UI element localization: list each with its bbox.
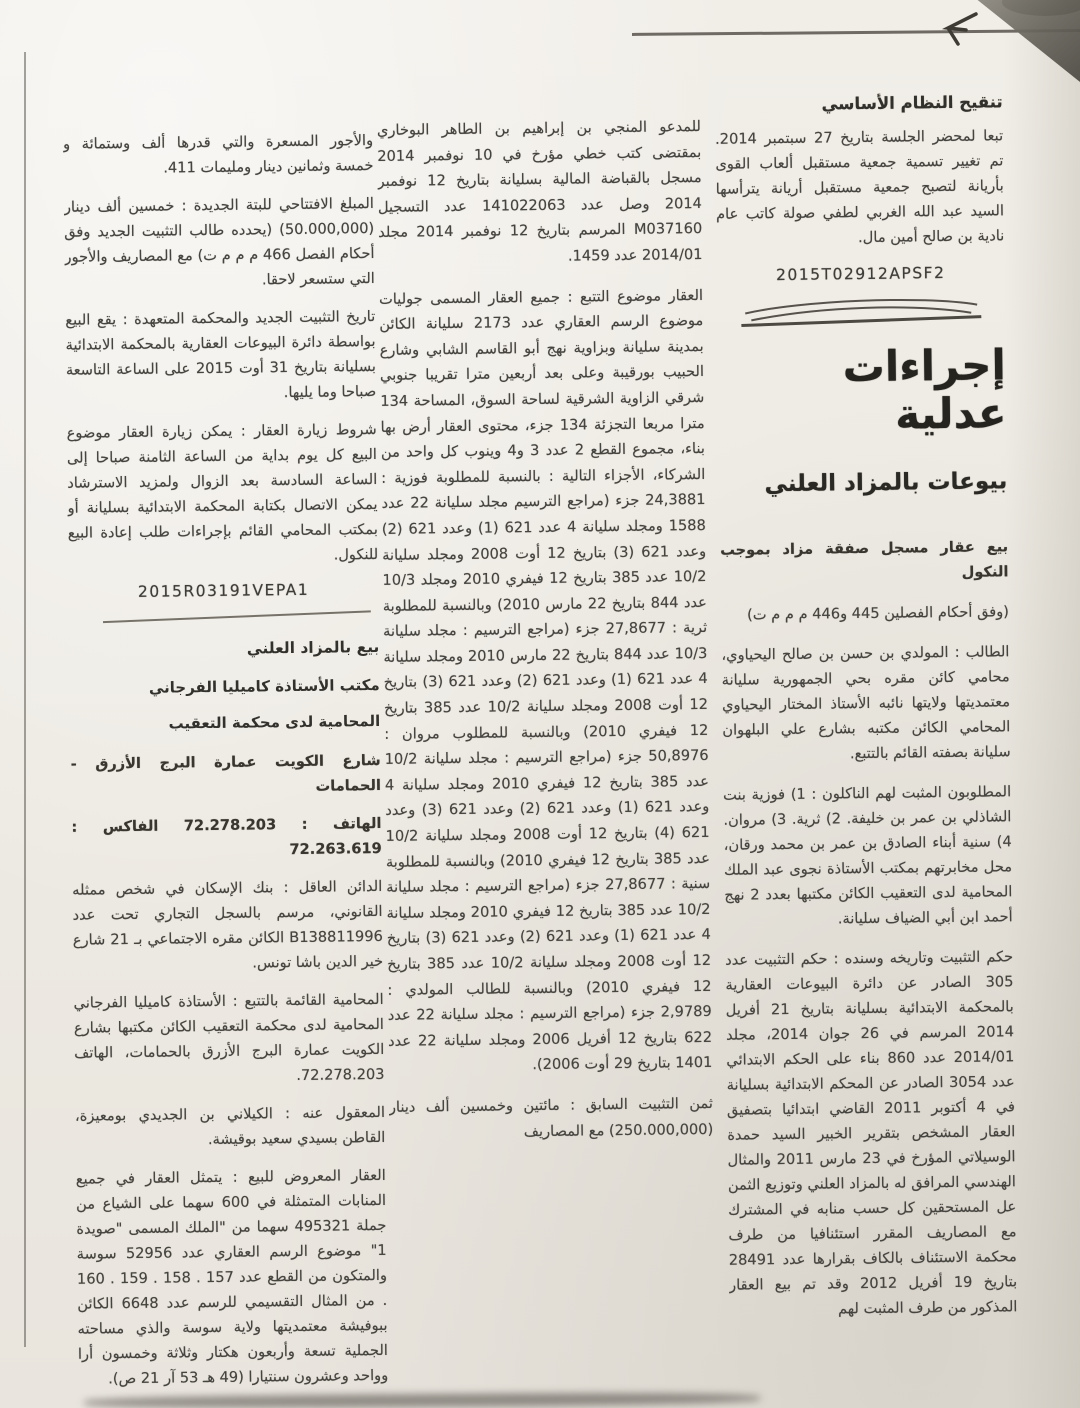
paragraph-judgment: حكم التثبيت وتاريخه وسنده : حكم التثبيت عدد 305 الصادر عن دائرة البيوعات العقارية بالمحكمة الابتدائية بسليانة بتاريخ 21 أفريل 2014 المرسم في 26 جوان 2014، مجلد 2014/01 عدد 860 بناء على الحكم الابتدائي عدد 3054 الصادر عن المحكم الابتدائية بسليانة في 4 أكتوبر 2011 القاضي ابتدائيا بتصفيق العقار المشخص بتقرير الخبير السيد حمدة الوسيلاتي المؤرخ في 23 مارس 2011 والمثال الهندسي المرافق له بالمزاد العلني وتوزيع الثمن عل المستحقين كل حسب منابه في المشترك مع المصاريف المقرر استئنافيا من طرف محكمة الاستئناف بالكاف بقرارها عدد 28491 بتاريخ 19 أفريل 2012 وقد تم بيع العقار المذكور من طرف المثبت لهم [725, 947, 1018, 1317]
column-section-divider [103, 610, 371, 623]
paragraph-previous-price: ثمن التثبيت السابق : مائتين وخمسين ألف دينار (250.000,000) مع المصاريف [388, 1094, 714, 1140]
column-right [715, 92, 1019, 1395]
paragraph-property-description: العقار موضوع التتبع : جميع العقار المسمى جوليات موضوع الرسم العقاري عدد 2173 سليانة الكائن بمدينة سليانة وبزاوية نهج أبو القاسم الشابي وشارع الحبيب بورقيبة وعلى بعد أربعين مترا تقريبا جنوبي شرقي الزاوية الشرقية لساحة السوق، المساحة 134 مترا مربعا التجزئة 134 جزء، محتوى العقار أرض بها بناء، مجموع القطع 2 عدد 3 و4 وينوب كل واحد من الشركاء، الأجزاء التالية : بالنسبة للمطلوبة فوزية : 24,3881 جزء (مراجع الترسيم مجلد سليانة 22 عدد 1588 ومجلد سليانة 4 عدد 621 (1) وعدد 621 (2) وعدد 621 (3) بتاريخ 12 أوت 2008 ومجلد سليانة 10/2 عدد 385 بتاريخ 12 فيفري 2010 ومجلد 10/3 عدد 844 بتاريخ 22 مارس 2010) وبالنسبة للمطلوبة ثرية : 27,8677 جزء (مراجع الترسيم : مجلد سليانة 10/3 عدد 844 بتاريخ 22 مارس 2010 ومجلد سليانة 4 عدد 621 (1) وعدد 621 (2) وعدد 621 (3) بتاريخ 12 أوت 2008 ومجلد سليانة 10/2 عدد 385 بتاريخ 12 فيفري 2010) وبالنسبة للمطلوب مروان : 50,8976 جزء (مراجع الترسيم : مجلد سليانة 10/2 عدد 385 بتاريخ 12 فيفري 2010 ومجلد سليانة 4 وعدد 621 (1) وعدد 621 (2) وعدد 621 (3) وعدد 621 (4) بتاريخ 12 أوت 2008 ومجلد سليانة 10/2 عدد 385 بتاريخ 12 فيفري 2010) وبالنسبة للمطلوبة سنية : 27,8677 جزء (مراجع الترسيم : مجلد سليانة 10/2 عدد 385 بتاريخ 12 فيفري 2010 ومجلد سليانة 4 عدد 621 (1) وعدد 621 (2) وعدد 621 (3) بتاريخ 12 أوت 2008 ومجلد سليانة 10/2 عدد 385 بتاريخ 12 فيفري 2010) وبالنسبة للطالب المولدي : 2,9789 جزء (مراجع الترسيم : مجلد سليانة 22 عدد 622 بتاريخ 12 أفريل 2006 ومجلد سليانة 22 عدد 1401 بتاريخ 29 أوت 2006). [378, 286, 713, 1074]
notice-ref-code: 2015R03191VEPA1 [137, 580, 310, 601]
paragraph-creditor: الدائن العاقل : بنك الإسكان في شخص ممثله القانوني، مرسم بالسجل التجاري تحت عدد B138811996 الكائن مقره الاجتماعي بـ 21 شارع خير الدين باشا تونس. [72, 877, 384, 972]
paragraph-property-offered: العقار المعروض للبيع : يتمثل العقار في جميع المنابات المتمثلة في 600 سهما على الشياع من جملة 495321 سهما من "الملك المسمى "صويدة 1" موضوع الرسم العقاري عدد 52956 سوسة والمتكون من القطع عدد 157 . 158 . 159 . 160 . من المثال التقسيمي للرسم عدد 6648 الكائن ببوفيشة معتمديتها ولاية سوسة والذي مساحته الجملية تسعة وأربعون هكتار وثلاثة وخمسون أرا وواحد وعشرون سنتيارا (49 هـ 53 آر 21 ص). [75, 1166, 389, 1388]
notice-title: بيع عقار مسجل صفقة مزاد بموجب النكول [720, 537, 1009, 581]
second-notice-office-line2: المحامية لدى محكمة التعقيب [168, 711, 381, 733]
paragraph-fees: والأجور المسعرة والتي قدرها ألف وستمائة و خمسة وثمانين دينار ومليمات 411. [63, 131, 374, 177]
prev-notice-title: تنقيح النظام الأساسي [821, 92, 1003, 114]
column-left [63, 128, 389, 1407]
second-notice-address: شارع الكويت عمارة البرج الأزرق - الحمامات [70, 751, 382, 795]
second-notice-phones: الهاتف : 72.278.203 الفاكس : 72.263.619 [71, 814, 382, 859]
column-middle [377, 114, 717, 1403]
paragraph-debtor: المعقول عنه : الكيلاني بن الجديدي بومعيزة، القاطن بسيدي سعيد بوقيشة. [74, 1103, 386, 1149]
second-notice-office-line1: مكتب الأستاذة كاميليا الفرجاني [148, 675, 380, 697]
section-divider-scribble [739, 292, 983, 329]
paragraph-visit-conditions: شروط زيارة العقار : يمكن زيارة العقار موضوع البيع كل يوم بداية من الساعة الثامنة صباحا إلى الساعة السادسة بعد الزوال ولمزيد الاسترشاد يمكن الاتصال بكتابة المحكمة الابتدائية بسليانة أو بمكتب المحامي القائم بإجراءات طلب إعادة البيع للنكول. [66, 420, 379, 564]
paragraph-buyer-registration: للمدعو المنجي بن إبراهيم بن الطاهر البوخاري بمقتضى كتب خطي مؤرخ في 10 نوفمبر 2014 مسجل بالقباضة المالية بسليانة بتاريخ 12 نوفمبر 2014 وصل عدد 141022063 عدد التسجيل M037160 المرسم بتاريخ 12 نوفمبر 2014 مجلد 2014/01 عدد 1459. [376, 117, 703, 265]
prev-notice-body: تبعا لمحضر الجلسة بتاريخ 27 سبتمبر 2014. تم تغيير تسمية جمعية مستقبل ألعاب القوى بأريانة لتصبح جمعية مستقبل أريانة يترأسها السيد عبد الله الغربي لطفي صولة كاتب عام نادية بن صالح أمين مال. [715, 127, 1005, 247]
paragraph-pursuing-lawyer: المحامية القائمة بالتتبع : الأستاذة كاميليا الفرجاني المحامية لدى محكمة التعقيب الكائن مكتبها بشارع الكويت عمارة البرج الأزرق بالحمامات، الهاتف 72.278.203. [73, 990, 385, 1085]
paragraph-applicant: الطالب : المولدي بن حسن بن صالح اليحياوي، محامي كائن مقره بحي الجمهورية سليانة معتمديتها ولايتها نائبه الأستاذ المختار اليحياوي المحامي الكائن مكتبه بشارع علي البلهوان سليانة بصفته القائم بالتتبع. [721, 642, 1011, 762]
prev-notice-ref-code: 2015T02912APSF2 [776, 264, 946, 285]
subsection-title: بيوعات بالمزاد العلني [764, 467, 1008, 497]
paragraph-respondents: المطلوبون المثبت لهم الناكلون : 1) فوزية بنت الشاذلي بن عمر بن خليفة. 2) ثرية. 3) مروان. 4) سنية أبناء الصادق بن عمر بن محمد ورقان، محل مخابرتهم بمكتب الأستاذة نجوى عبد الملك المحامية لدى التعقيب الكائن مكتبها بعدد 2 نهج أحمد ابن أبي الضياف سليانة. [723, 782, 1013, 927]
notice-law-line: (وفق أحكام الفصلين 445 و446 م م م ت) [746, 602, 1010, 624]
second-notice-title: بيع بالمزاد العلني [246, 637, 380, 658]
paragraph-opening-amount: المبلغ الافتتاحي للبتة الجديدة : خمسين ألف دينار (50.000,000) (يحدده طالب التثبيت الجديد وفق أحكام الفصل 466 م م م ت) مع المصاريف والأجور التي ستسعر لاحقا. [63, 194, 375, 289]
paragraph-sale-date: تاريخ التثبيت الجديد والمحكمة المتعهدة : يقع البيع بواسطة دائرة البيوعات العقارية بالمحكمة الابتدائية بسليانة بتاريخ 31 أوت 2015 على الساعة التاسعة صباحا وما يليها. [65, 307, 377, 402]
section-title: إجراءات عدلية [842, 340, 1007, 439]
